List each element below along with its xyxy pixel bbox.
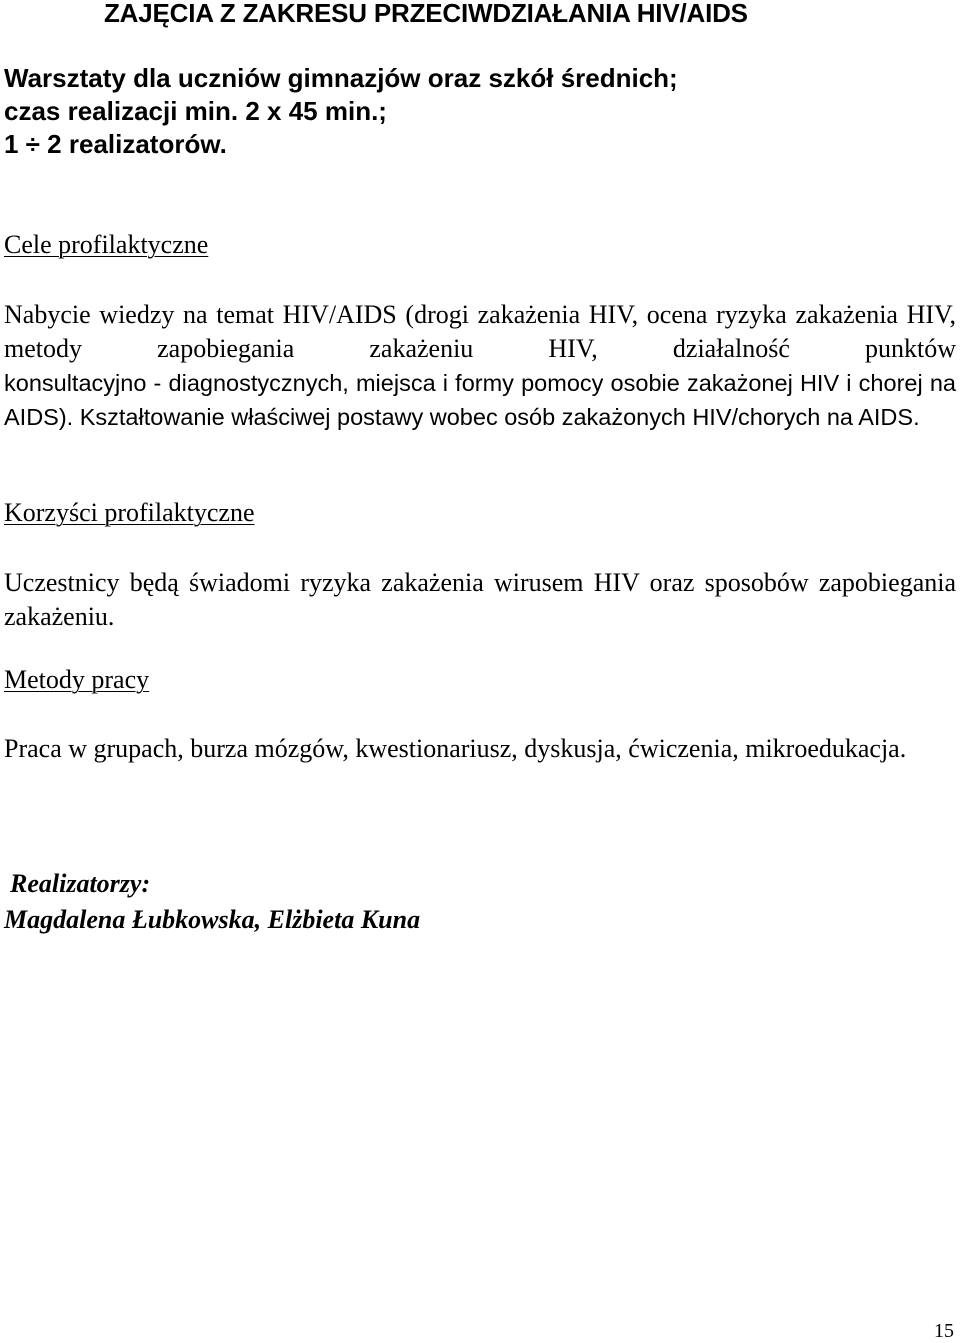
intro-line-facilitators: 1 ÷ 2 realizatorów.: [4, 129, 227, 159]
goals-heading: Cele profilaktyczne: [4, 230, 209, 259]
intro-block: [4, 62, 678, 161]
intro-line-duration: czas realizacji min. 2 x 45 min.;: [4, 96, 387, 126]
methods-paragraph: Praca w grupach, burza mózgów, kwestionariusz, dyskusja, ćwiczenia, mikroedukacja.: [4, 734, 907, 763]
authors-block: [4, 866, 420, 938]
authors-names: Magdalena Łubkowska, Elżbieta Kuna: [4, 905, 421, 934]
benefits-paragraph: Uczestnicy będą świadomi ryzyka zakażenia wirusem HIV oraz sposobów zapobiegania zakażeniu.: [4, 568, 956, 631]
authors-label: Realizatorzy:: [10, 869, 151, 898]
goals-text-part-a: Nabycie wiedzy na temat HIV/AIDS (drogi zakażenia HIV, ocena ryzyka zakażenia HIV, metody zapobiegania zakażeniu HIV, działalność punktów: [4, 300, 956, 363]
benefits-heading: Korzyści profilaktyczne: [4, 498, 255, 527]
goals-paragraph: [4, 298, 956, 434]
page-title: ZAJĘCIA Z ZAKRESU PRZECIWDZIAŁANIA HIV/AIDS: [104, 0, 748, 28]
page-number: 15: [934, 1320, 954, 1342]
methods-heading: Metody pracy: [4, 665, 150, 694]
intro-line-audience: Warsztaty dla uczniów gimnazjów oraz szkół średnich;: [4, 63, 678, 93]
goals-text-part-b: konsultacyjno - diagnostycznych, miejsca i formy pomocy osobie zakażonej HIV i chorej na AIDS). Kształtowanie właściwej postawy wobec osób zakażonych HIV/chorych na AIDS.: [4, 370, 956, 430]
